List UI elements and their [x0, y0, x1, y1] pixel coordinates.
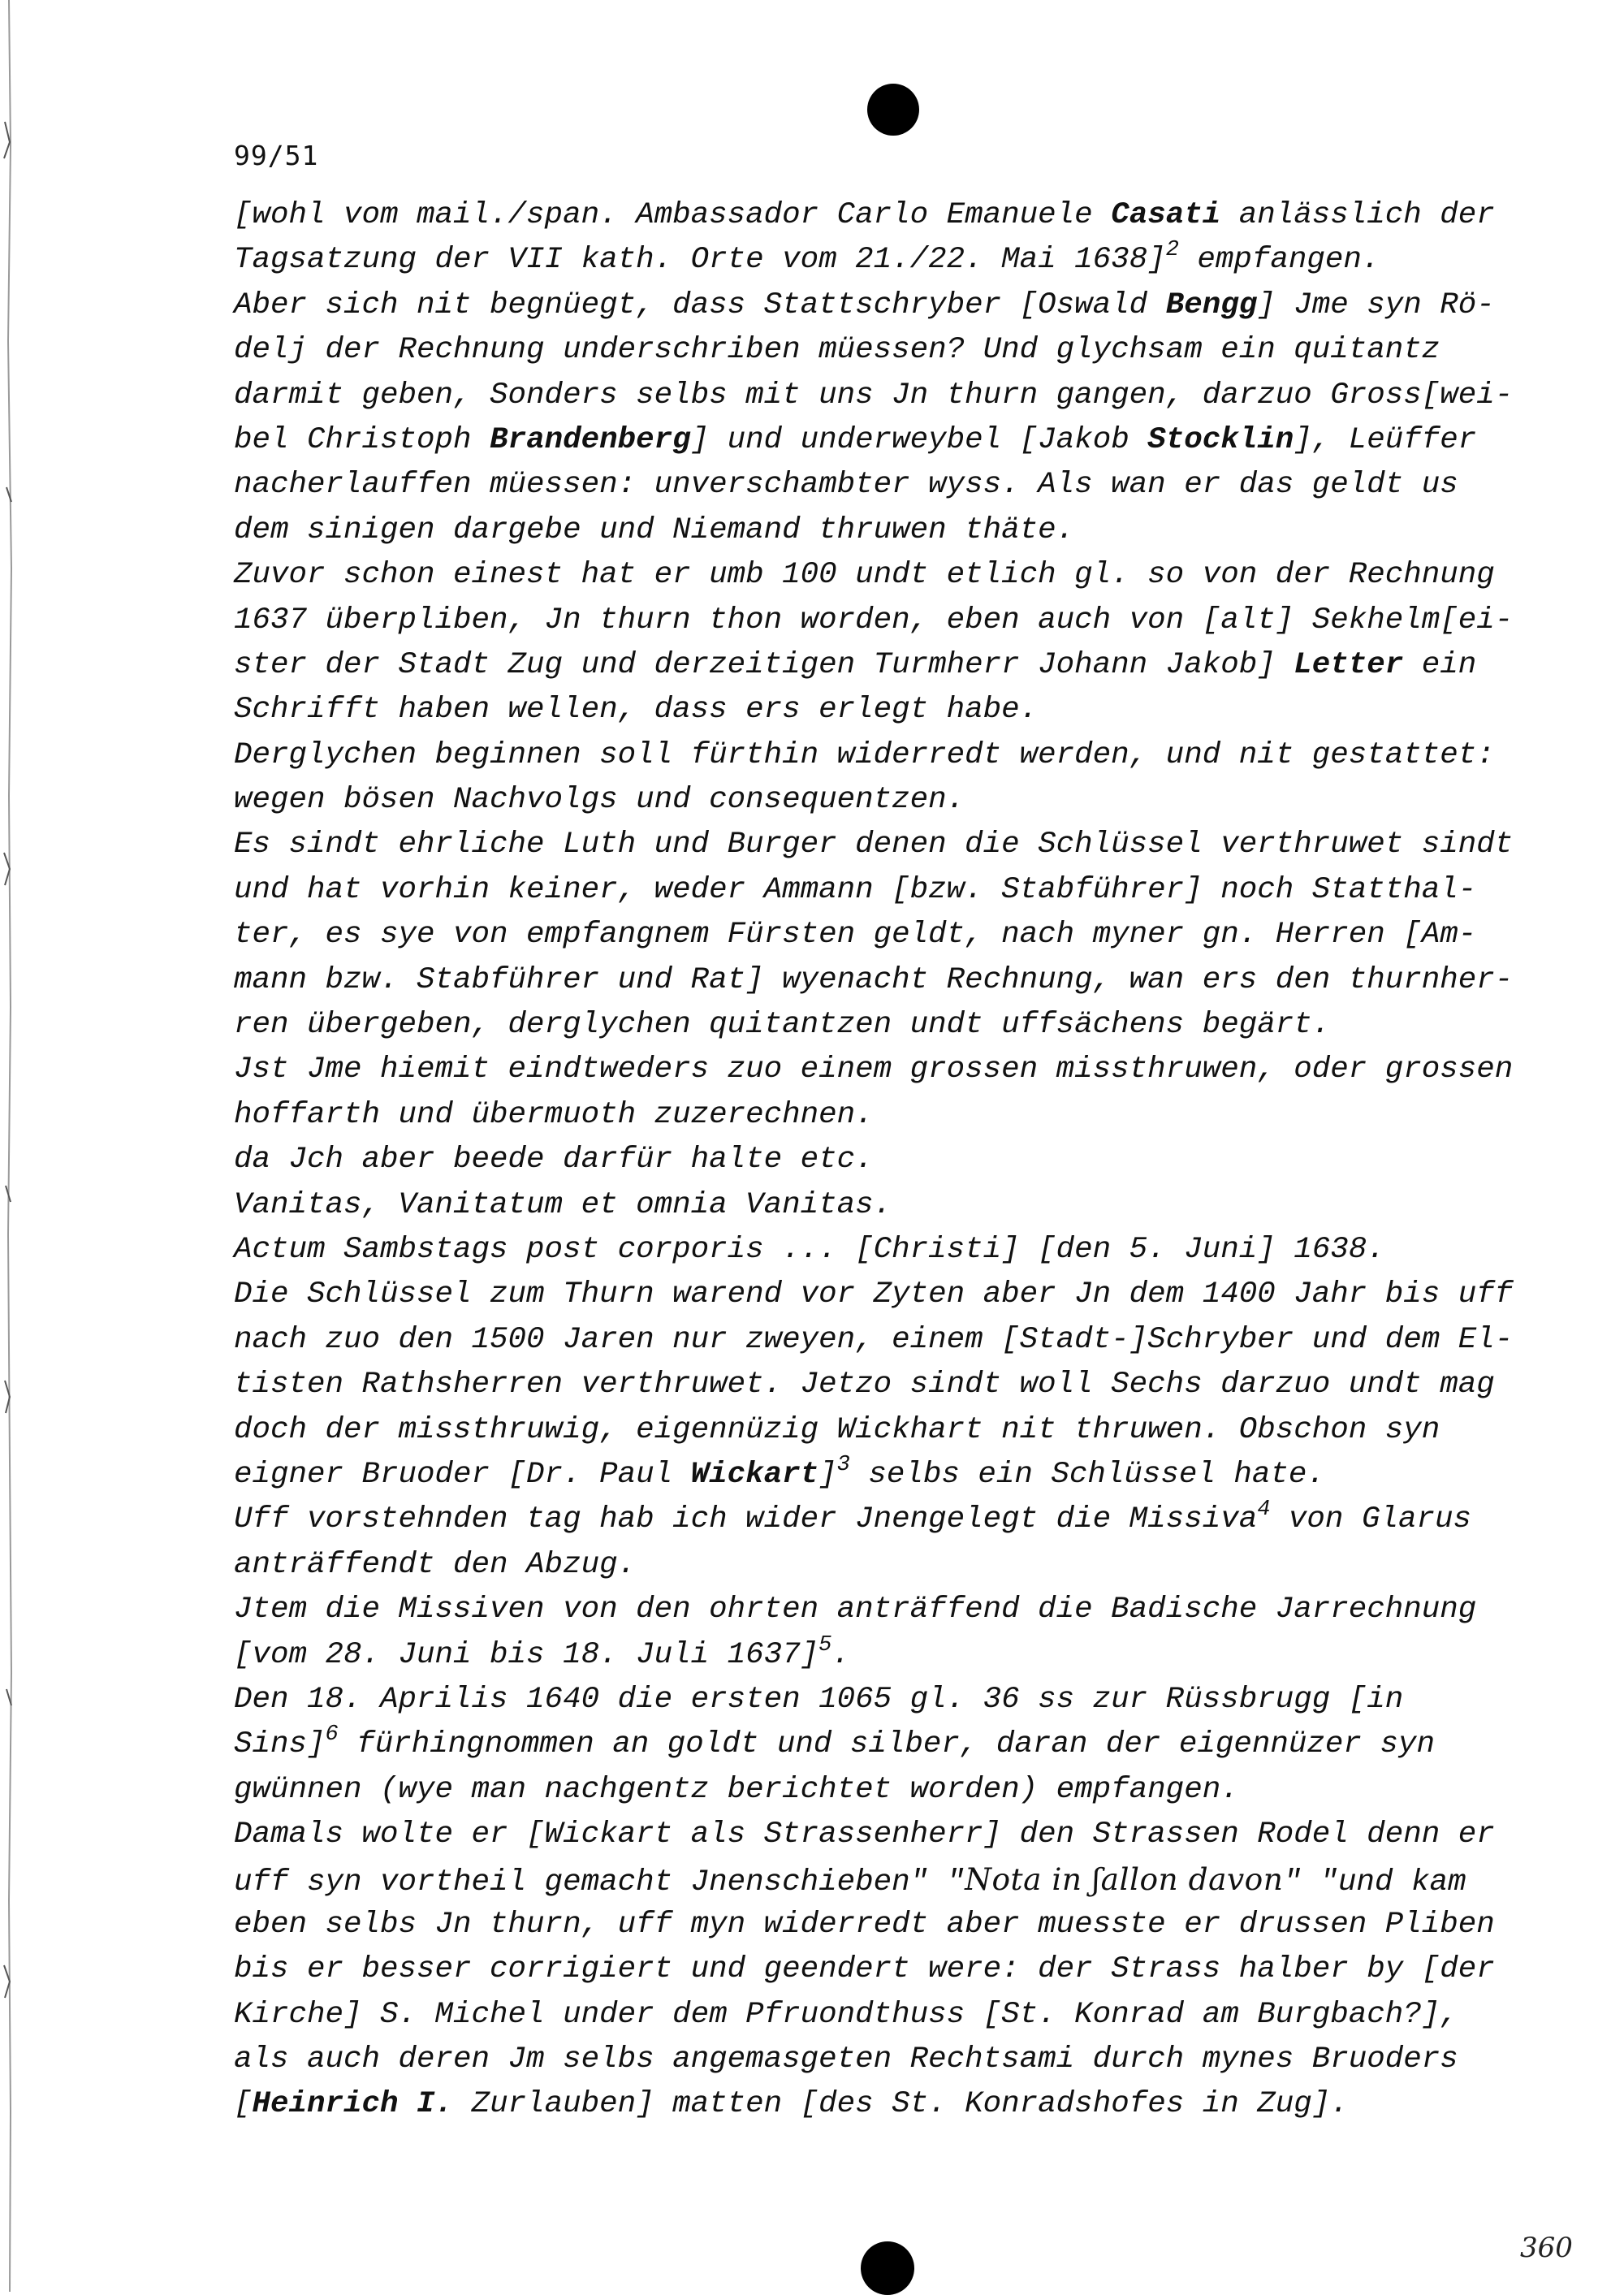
- text-run: [wohl vom mail./span. Ambassador Carlo Emanuele: [234, 198, 1112, 232]
- text-line: [234, 958, 1514, 1003]
- text-run: anlässlich der: [1220, 198, 1495, 232]
- text-run: " "und kam: [1283, 1865, 1466, 1900]
- text-line: [234, 1498, 1484, 1542]
- text-line: [234, 1993, 1484, 2038]
- text-run: delj der Rechnung underschriben müessen? Und glychsam ein quitantz: [234, 333, 1440, 368]
- text-run: uff syn vortheil gemacht Jnenschieben" ": [234, 1865, 965, 1900]
- text-run: ren übergeben, derglychen quitantzen undt uffsächens begärt.: [234, 1008, 1331, 1043]
- text-run: ]: [818, 1457, 837, 1492]
- text-run: Jst Jme hiemit eindtweders zuo einem grossen missthruwen, oder grossen: [234, 1052, 1514, 1087]
- text-run: .: [831, 1637, 850, 1672]
- text-run: Jtem die Missiven von den ohrten anträffend die Badische Jarrechnung: [234, 1593, 1477, 1627]
- text-run: ster der Stadt Zug und derzeitigen Turmherr Johann Jakob]: [234, 647, 1294, 682]
- text-line: [234, 1813, 1495, 1857]
- text-line: [234, 1768, 1484, 1813]
- text-line: [234, 1093, 1484, 1138]
- text-run: Damals wolte er [Wickart als Strassenherr] den Strassen Rodel denn er: [234, 1817, 1495, 1852]
- text-line: [234, 1003, 1484, 1048]
- text-run: eben selbs Jn thurn, uff myn widerredt aber muesste er drussen Pliben: [234, 1907, 1495, 1942]
- text-run: [vom 28. Juni bis 18. Juli 1637]: [234, 1637, 819, 1672]
- text-line: [234, 193, 1495, 238]
- text-run: Sins]: [234, 1727, 326, 1762]
- text-run: Actum Sambstags post corporis ... [Christi] [den 5. Juni] 1638.: [234, 1232, 1385, 1267]
- text-line: [234, 1453, 1484, 1498]
- text-run: selbs ein Schlüssel hate.: [849, 1457, 1325, 1492]
- text-run: als auch deren Jm selbs angemasgeten Rechtsami durch mynes Bruoders: [234, 2042, 1458, 2077]
- text-line: [234, 778, 1484, 823]
- text-line: [234, 643, 1484, 688]
- text-run: nach zuo den 1500 Jaren nur zweyen, einem [Stadt-]Schryber und dem El-: [234, 1322, 1514, 1357]
- text-line: [234, 1722, 1484, 1767]
- text-run: darmit geben, Sonders selbs mit uns Jn thurn gangen, darzuo Gross[wei-: [234, 378, 1514, 413]
- text-line: [234, 1363, 1495, 1407]
- text-run: mann bzw. Stabführer und Rat] wyenacht Rechnung, wan ers den thurnher-: [234, 962, 1514, 997]
- text-run: Zuvor schon einest hat er umb 100 undt etlich gl. so von der Rechnung: [234, 558, 1495, 593]
- text-line: [234, 283, 1495, 328]
- footnote-ref: 4: [1257, 1498, 1271, 1523]
- text-run: Es sindt ehrliche Luth und Burger denen die Schlüssel verthruwet sindt: [234, 828, 1514, 862]
- text-line: [234, 913, 1484, 957]
- text-run: ], Leüffer: [1294, 422, 1477, 457]
- footnote-ref: 3: [836, 1453, 850, 1478]
- text-run: bel Christoph: [234, 422, 490, 457]
- text-run: bis er besser corrigiert und geendert were: der Strass halber by [der: [234, 1952, 1495, 1987]
- footnote-ref: 6: [325, 1722, 339, 1748]
- text-run: Tagsatzung der VII kath. Orte vom 21./22. Mai 1638]: [234, 243, 1166, 278]
- text-run: empfangen.: [1178, 243, 1380, 278]
- text-line: [234, 1947, 1495, 1992]
- text-line: [234, 823, 1514, 867]
- text-run: anträffendt den Abzug.: [234, 1547, 637, 1582]
- handwritten-note: Nota in ʃallon davon: [965, 1861, 1284, 1898]
- text-line: [234, 328, 1484, 373]
- text-run: Zurlauben] matten [des St. Konradshofes in Zug].: [453, 2087, 1349, 2122]
- text-line: [234, 868, 1484, 913]
- text-run: wegen bösen Nachvolgs und consequentzen.: [234, 783, 965, 818]
- text-line: [234, 1543, 1484, 1588]
- footnote-ref: 5: [818, 1632, 832, 1658]
- punch-hole-bottom: [861, 2241, 914, 2295]
- text-run: dem sinigen dargebe und Niemand thruwen thäte.: [234, 512, 1075, 547]
- text-run: Schrifft haben wellen, dass ers erlegt habe.: [234, 693, 1039, 728]
- punch-hole-top: [867, 84, 919, 136]
- text-run: Derglychen beginnen soll fürthin widerredt werden, und nit gestattet:: [234, 737, 1495, 772]
- text-line: [234, 1678, 1484, 1722]
- text-run: Den 18. Aprilis 1640 die ersten 1065 gl. 36 ss zur Rüssbrugg [in: [234, 1682, 1404, 1717]
- text-line: [234, 508, 1484, 553]
- text-line: [234, 418, 1484, 463]
- text-run: ] und underweybel [Jakob: [690, 422, 1148, 457]
- text-run: doch der missthruwig, eigennüzig Wickhart nit thruwen. Obschon syn: [234, 1412, 1440, 1447]
- text-line: [234, 688, 1484, 733]
- text-run: ] Jme syn Rö-: [1257, 287, 1495, 322]
- bold-name: Brandenberg: [490, 422, 691, 457]
- bold-name: Stocklin: [1147, 422, 1294, 457]
- text-run: Vanitas, Vanitatum et omnia Vanitas.: [234, 1187, 892, 1222]
- page-reference: 99/51: [234, 140, 319, 171]
- text-line: [234, 238, 1484, 283]
- text-run: nacherlauffen müessen: unverschambter wyss. Als wan er das geldt us: [234, 468, 1458, 503]
- bold-name: Casati: [1111, 198, 1221, 232]
- text-line: [234, 1138, 1484, 1182]
- text-line: [234, 1903, 1495, 1947]
- text-run: hoffarth und übermuoth zuzerechnen.: [234, 1097, 874, 1132]
- text-run: Die Schlüssel zum Thurn warend vor Zyten aber Jn dem 1400 Jahr bis uff: [234, 1277, 1514, 1312]
- text-run: eigner Bruoder [Dr. Paul: [234, 1457, 691, 1492]
- bold-name: Letter: [1294, 647, 1404, 682]
- text-line: [234, 1273, 1514, 1317]
- text-run: Uff vorstehnden tag hab ich wider Jnengelegt die Missiva: [234, 1502, 1258, 1537]
- text-line: [234, 2082, 1484, 2127]
- text-run: Aber sich nit begnüegt, dass Stattschryber [Oswald: [234, 287, 1166, 322]
- text-run: Kirche] S. Michel under dem Pfruondthuss [St. Konrad am Burgbach?],: [234, 1997, 1458, 2032]
- bold-name: Heinrich I.: [252, 2087, 454, 2122]
- text-line: [234, 374, 1514, 418]
- text-line: [234, 1633, 1484, 1678]
- text-line: [234, 1318, 1514, 1363]
- text-run: [: [234, 2087, 253, 2122]
- scan-edge-marks: [0, 0, 21, 2292]
- text-run: von Glarus: [1270, 1502, 1471, 1537]
- text-run: und hat vorhin keiner, weder Ammann [bzw. Stabführer] noch Statthal-: [234, 872, 1477, 907]
- text-run: gwünnen (wye man nachgentz berichtet worden) empfangen.: [234, 1772, 1239, 1807]
- text-run: ter, es sye von empfangnem Fürsten geldt, nach myner gn. Herren [Am-: [234, 918, 1477, 953]
- text-line: [234, 1183, 1484, 1228]
- text-line: [234, 553, 1495, 598]
- text-run: fürhingnommen an goldt und silber, daran der eigennüzer syn: [338, 1727, 1435, 1762]
- footnote-ref: 2: [1165, 238, 1179, 263]
- text-line: [234, 463, 1484, 508]
- text-run: tisten Rathsherren verthruwet. Jetzo sindt woll Sechs darzuo undt mag: [234, 1368, 1495, 1402]
- text-run: ein: [1403, 647, 1477, 682]
- text-line: [234, 1408, 1484, 1453]
- folio-number: 360: [1520, 2232, 1573, 2264]
- bold-name: Bengg: [1165, 287, 1258, 322]
- text-line: [234, 2038, 1484, 2082]
- text-line: [234, 1228, 1484, 1273]
- text-line: [234, 1588, 1484, 1632]
- text-run: da Jch aber beede darfür halte etc.: [234, 1143, 874, 1178]
- text-line: [234, 599, 1514, 643]
- text-line: [234, 1048, 1514, 1092]
- text-run: 1637 überpliben, Jn thurn thon worden, eben auch von [alt] Sekhelm[ei-: [234, 603, 1514, 638]
- bold-name: Wickart: [690, 1457, 819, 1492]
- text-line: [234, 733, 1495, 778]
- text-line: [234, 1857, 1484, 1902]
- transcription-text: [234, 193, 1514, 2128]
